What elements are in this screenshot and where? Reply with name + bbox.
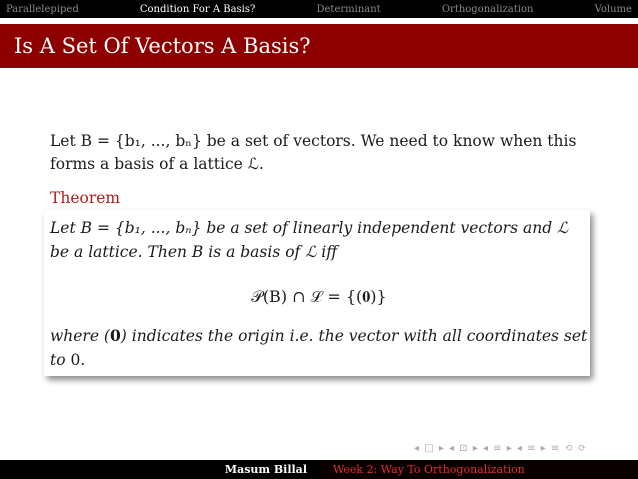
nav-item-parallelepiped[interactable]: Parallelepiped [6,3,79,15]
section-navigation-bar [0,0,638,18]
nav-item-condition-for-a-basis[interactable]: Condition For A Basis? [139,3,256,15]
beamer-navigation-icons[interactable]: ◂ □ ▸ ◂ ⊡ ▸ ◂ ≡ ▸ ◂ ≡ ▸ ≡ ⟲ ⟳ [414,443,588,454]
theorem-heading: Theorem [50,189,121,207]
footer-author: Masum Billal [0,460,319,479]
nav-item-orthogonalization[interactable]: Orthogonalization [441,3,534,15]
nav-item-volume[interactable]: Volume [594,3,632,15]
theorem-where-clause [50,324,590,372]
slide-title: Is A Set Of Vectors A Basis? [14,34,311,58]
nav-item-determinant[interactable]: Determinant [316,3,381,15]
theorem-formula: 𝒫(B) ∩ ℒ = {(𝟎)} [251,287,387,306]
slide-footer [0,460,638,479]
intro-paragraph: Let B = {b₁, ..., bₙ} be a set of vectors. We need to know when this forms a basis of a lattice ℒ. [50,132,577,173]
where-text-start: where ( [50,327,110,345]
footer-presentation-title: Week 2: Way To Orthogonalization [319,460,638,479]
slide-title-bar [0,24,638,68]
theorem-statement: Let B = {b₁, ..., bₙ} be a set of linearly independent vectors and ℒ be a lattice. Then B is a basis of ℒ iff [50,219,569,261]
where-text-end: . [80,351,86,369]
origin-vector-symbol: 𝟎 [109,326,121,345]
where-text-middle: ) indicates the origin i.e. the vector with all coordinates set to [50,327,588,369]
zero-value: 0 [70,351,81,369]
